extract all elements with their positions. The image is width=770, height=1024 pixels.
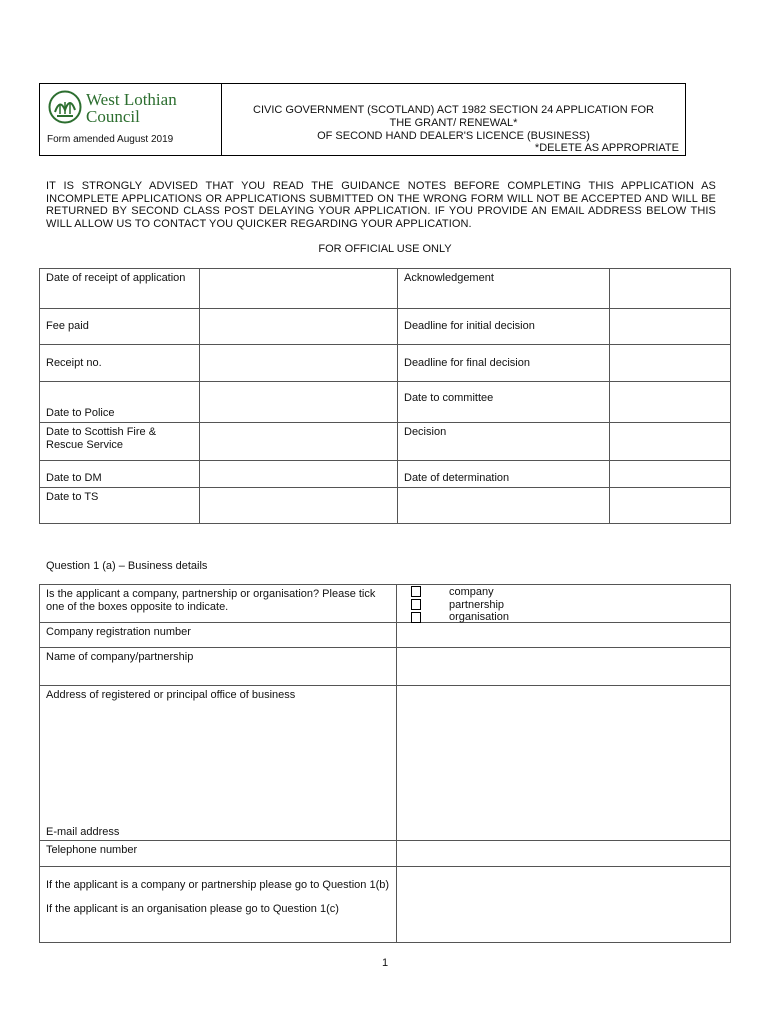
official-label: Fee paid [40, 309, 200, 345]
company-name-label: Name of company/partnership [40, 648, 397, 686]
official-label: Date to TS [40, 488, 200, 524]
goto-question-1c: If the applicant is an organisation please go to Question 1(c) [46, 902, 339, 915]
form-amended-date: Form amended August 2019 [47, 134, 174, 145]
official-use-heading: FOR OFFICIAL USE ONLY [318, 243, 452, 255]
goto-instructions [40, 867, 397, 943]
official-input[interactable] [398, 488, 610, 524]
table-row [40, 867, 731, 943]
table-row [40, 269, 731, 309]
official-input[interactable] [200, 488, 398, 524]
official-label: Date of determination [398, 461, 610, 488]
official-label: Deadline for initial decision [398, 309, 610, 345]
checkbox-group [411, 586, 421, 625]
header-logo-cell [40, 84, 222, 155]
table-row [40, 423, 731, 461]
official-input[interactable] [200, 345, 398, 382]
telephone-label: Telephone number [40, 841, 397, 867]
official-input[interactable] [610, 423, 731, 461]
council-logo [48, 90, 218, 130]
official-input[interactable] [200, 269, 398, 309]
organisation-checkbox[interactable] [411, 612, 421, 623]
table-row [40, 345, 731, 382]
official-label: Acknowledgement [398, 269, 610, 309]
business-details-table [39, 584, 731, 943]
table-row [40, 623, 731, 648]
official-input[interactable] [610, 488, 731, 524]
logo-line-2: Council [86, 107, 140, 126]
official-input[interactable] [610, 461, 731, 488]
official-use-table [39, 268, 731, 524]
table-row [40, 841, 731, 867]
table-row [40, 309, 731, 345]
table-row [40, 461, 731, 488]
option-partnership: partnership [449, 598, 505, 611]
company-name-input[interactable] [397, 648, 731, 686]
official-input[interactable] [200, 461, 398, 488]
title-line-3: OF SECOND HAND DEALER'S LICENCE (BUSINESS) [317, 130, 590, 142]
guidance-notice: IT IS STRONGLY ADVISED THAT YOU READ THE GUIDANCE NOTES BEFORE COMPLETING THIS APPLICATION AS INCOMPLETE APPLICATIONS OR APPLICATIONS SUBMITTED ON THE WRONG FORM WILL NOT BE ACCEPTED AND WILL BE RETURNED BY SECOND CLASS POST DELAYING YOUR APPLICATION. IF YOU PROVIDE AN EMAIL ADDRESS BELOW THIS WILL ALLOW US TO CONTACT YOU QUICKER REGARDING YOUR APPLICATION. [46, 180, 716, 230]
title-delete-note: *DELETE AS APPROPRIATE [534, 142, 679, 154]
goto-blank-cell [397, 867, 731, 943]
official-label: Decision [398, 423, 610, 461]
address-label: Address of registered or principal office of business [46, 689, 296, 701]
official-input[interactable] [610, 382, 731, 423]
official-input[interactable] [610, 345, 731, 382]
title-line-1: CIVIC GOVERNMENT (SCOTLAND) ACT 1982 SECTION 24 APPLICATION FOR [253, 104, 654, 116]
official-label: Deadline for final decision [398, 345, 610, 382]
page-number: 1 [381, 957, 389, 969]
form-header [39, 83, 686, 156]
company-reg-label: Company registration number [40, 623, 397, 648]
address-input[interactable] [397, 686, 731, 841]
goto-question-1b: If the applicant is a company or partnership please go to Question 1(b) [46, 879, 390, 891]
table-row [40, 686, 731, 841]
partnership-checkbox[interactable] [411, 599, 421, 610]
official-input[interactable] [610, 309, 731, 345]
official-label: Date to committee [398, 382, 610, 423]
telephone-input[interactable] [397, 841, 731, 867]
official-label: Date to DM [40, 461, 200, 488]
official-input[interactable] [200, 423, 398, 461]
title-line-2: THE GRANT/ RENEWAL* [389, 117, 518, 129]
table-row [40, 648, 731, 686]
official-label: Receipt no. [40, 345, 200, 382]
official-input[interactable] [200, 382, 398, 423]
logo-text [86, 91, 177, 125]
table-row [40, 488, 731, 524]
company-checkbox[interactable] [411, 586, 421, 597]
email-label: E-mail address [46, 825, 120, 838]
council-crest-icon [48, 90, 82, 124]
company-reg-input[interactable] [397, 623, 731, 648]
question-1a-heading: Question 1 (a) – Business details [46, 560, 208, 572]
official-label: Date to Police [40, 382, 200, 423]
option-company: company [449, 586, 494, 598]
official-input[interactable] [610, 269, 731, 309]
table-row [40, 585, 731, 623]
official-label: Date of receipt of application [40, 269, 200, 309]
official-label: Date to Scottish Fire & Rescue Service [40, 423, 200, 461]
logo-line-1: West Lothian [86, 90, 177, 109]
address-cell [40, 686, 397, 841]
applicant-type-options [397, 585, 731, 623]
option-organisation: organisation [449, 611, 509, 623]
applicant-type-question: Is the applicant a company, partnership or organisation? Please tick one of the boxes opposite to indicate. [40, 585, 397, 623]
form-title [222, 84, 685, 155]
table-row [40, 382, 731, 423]
official-input[interactable] [200, 309, 398, 345]
